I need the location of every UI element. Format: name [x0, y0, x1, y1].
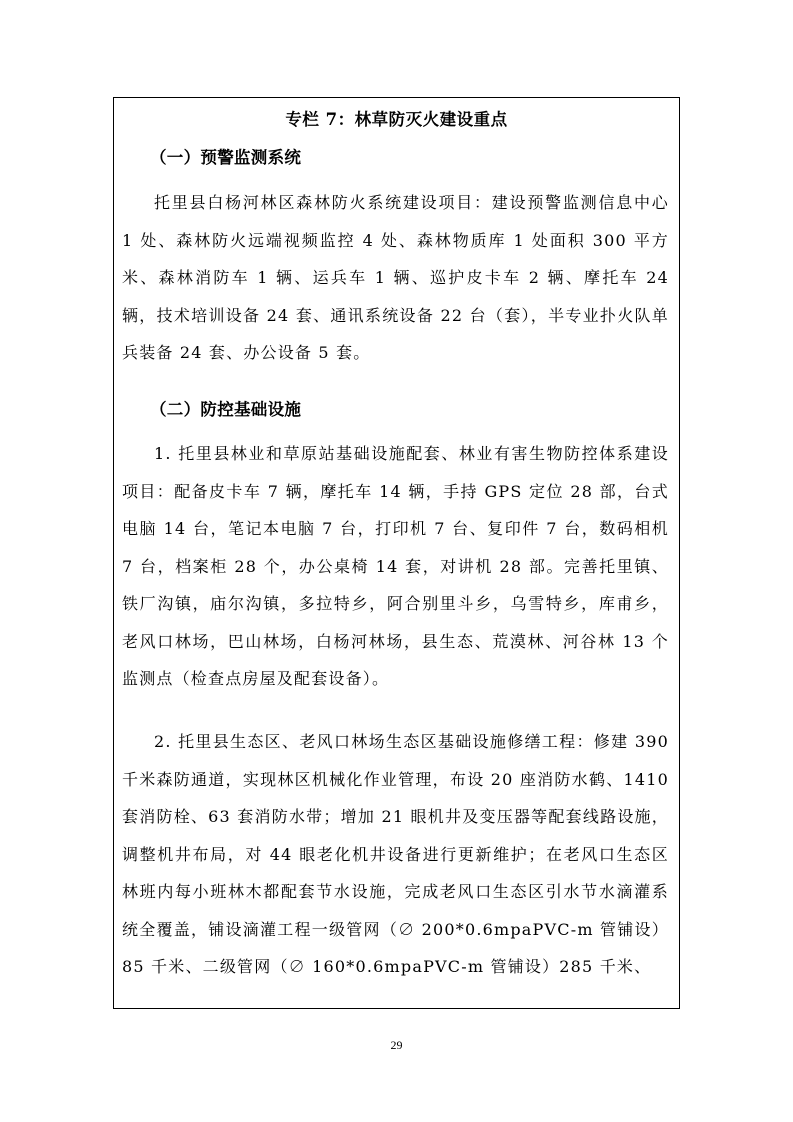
paragraph-infrastructure-2: 2. 托里县生态区、老风口林场生态区基础设施修缮工程：修建 390 千米森防通道，实现林区机械化作业管理，布设 20 座消防水鹤、1410 套消防栓、63 套消防水带；增加 21 眼机井及变压器等配套线路设施，调整机井布局，对 44 眼老化机井设备进行更新维护；在老风口生态区林班内每小班林木都配套节水设施，完成老风口生态区引水节水滴灌系统全覆盖，铺设滴灌工程一级管网（∅ 200*0.6mpaPVC-m 管铺设）85 千米、二级管网（∅ 160*0.6mpaPVC-m 管铺设）285 千米、 — [122, 732, 669, 976]
paragraph-monitoring: 托里县白杨河林区森林防火系统建设项目：建设预警监测信息中心 1 处、森林防火远端视频监控 4 处、森林物质库 1 处面积 300 平方米、森林消防车 1 辆、运兵车 1 辆、巡护皮卡车 2 辆、摩托车 24 辆，技术培训设备 24 套、通讯系统设备 22 台（套），半专业扑火队单兵装备 24 套、办公设备 5 套。 — [122, 193, 669, 362]
section-heading-monitoring: （一）预警监测系统 — [150, 148, 302, 167]
section-heading-infrastructure: （二）防控基础设施 — [150, 400, 302, 419]
page-number: 29 — [390, 1038, 403, 1052]
feature-box — [113, 97, 680, 1009]
box-title: 专栏 7：林草防灭火建设重点 — [285, 110, 508, 129]
paragraph-infrastructure-1: 1. 托里县林业和草原站基础设施配套、林业有害生物防控体系建设项目：配备皮卡车 7 辆，摩托车 14 辆，手持 GPS 定位 28 部，台式电脑 14 台，笔记本电脑 7 台，打印机 7 台、复印件 7 台，数码相机 7 台，档案柜 28 个，办公桌椅 14 套，对讲机 28 部。完善托里镇、铁厂沟镇，庙尔沟镇，多拉特乡，阿合别里斗乡，乌雪特乡，库甫乡，老风口林场，巴山林场，白杨河林场，县生态、荒漠林、河谷林 13 个监测点（检查点房屋及配套设备）。 — [122, 444, 669, 688]
